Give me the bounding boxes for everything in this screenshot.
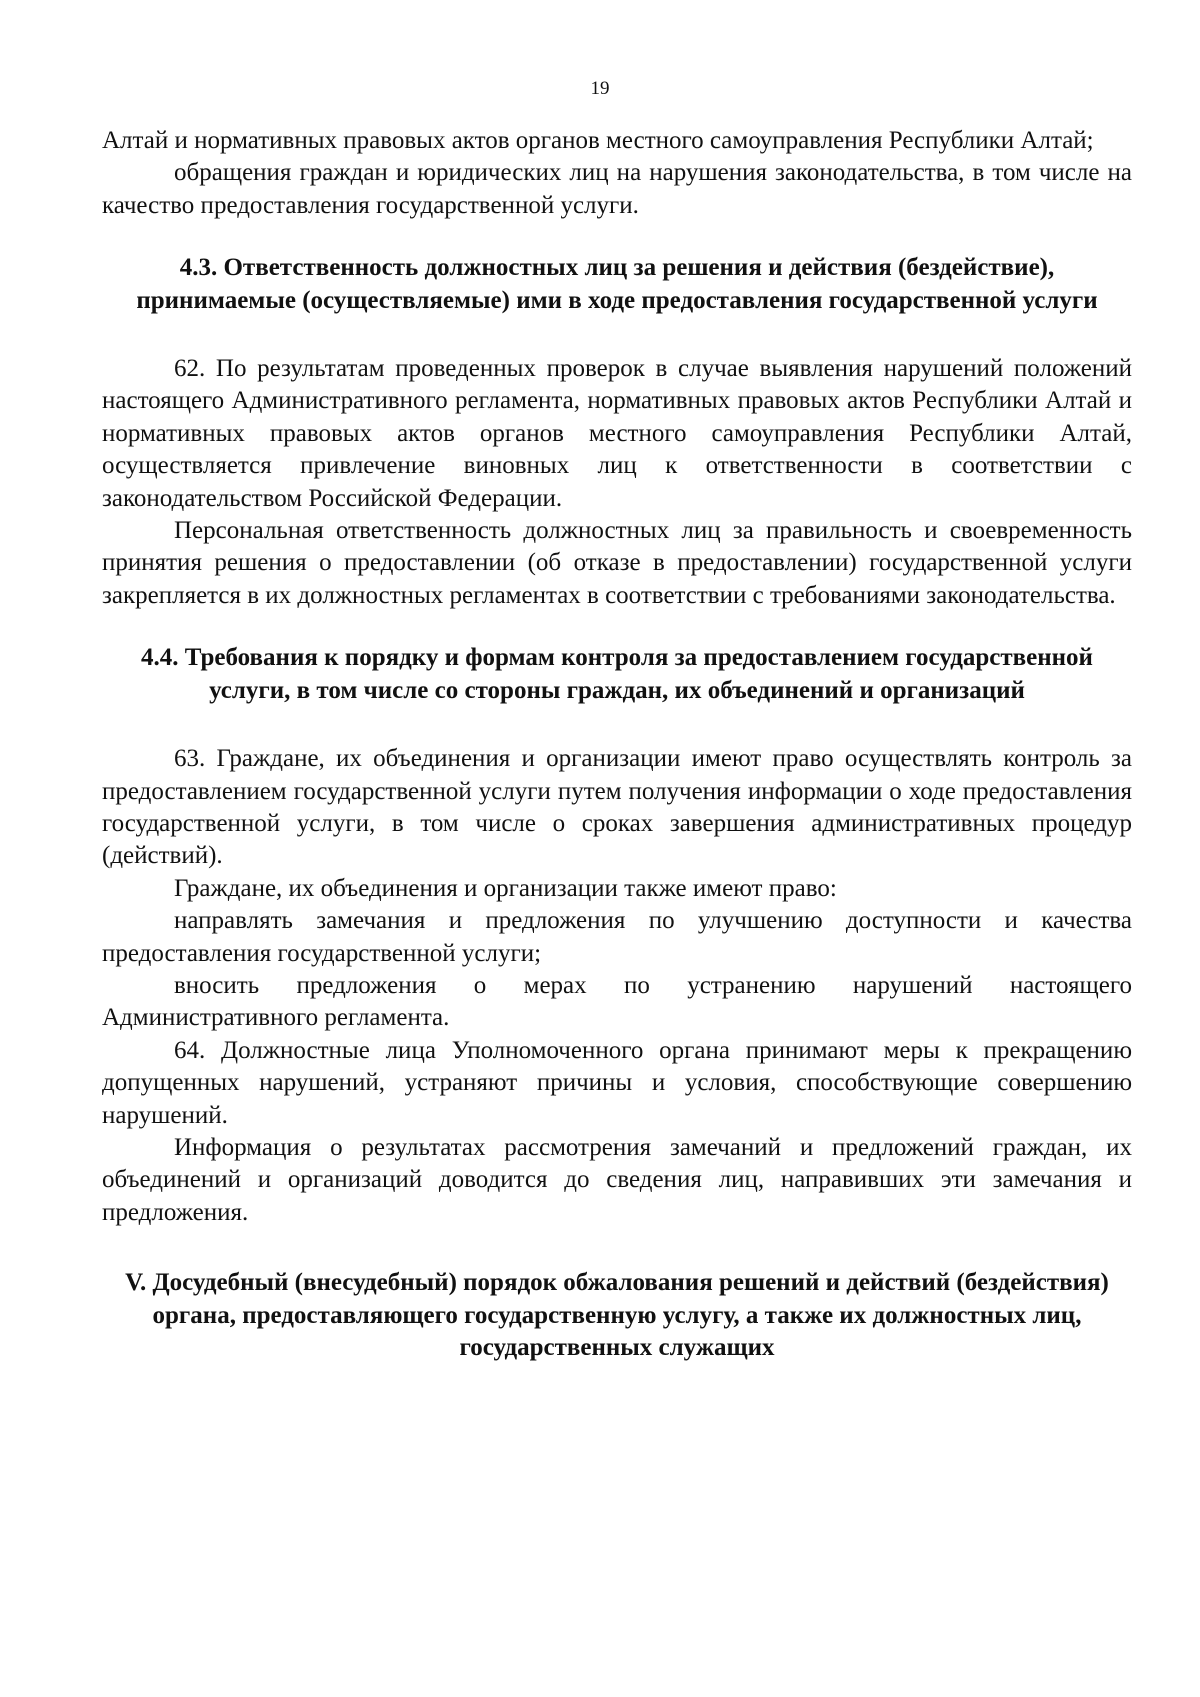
section-4-3-heading: 4.3. Ответственность должностных лиц за решения и действия (бездействие), принимаемые (осуществляемые) ими в ходе предоставления государственной услуги bbox=[136, 254, 1098, 314]
paragraph-62: 62. По результатам проведенных проверок в случае выявления нарушений положений настоящего Административного регламента, нормативных правовых актов Республики Алтай и нормативных правовых актов органов местного самоуправления Республики Алтай, осуществляется привлечение виновных лиц к ответственности в соответствии с законодательством Российской Федерации. bbox=[102, 355, 1132, 512]
appeals-paragraph: обращения граждан и юридических лиц на нарушения законодательства, в том числе на качество предоставления государственной услуги. bbox=[102, 159, 1132, 219]
paragraph-63: 63. Граждане, их объединения и организации имеют право осуществлять контроль за предоставлением государственной услуги путем получения информации о ходе предоставления государственной услуги, в том числе о сроках завершения административных процедур (действий). bbox=[102, 745, 1132, 870]
make-proposals-paragraph: вносить предложения о мерах по устранению нарушений настоящего Административного регламента. bbox=[102, 971, 1132, 1032]
personal-responsibility-paragraph: Персональная ответственность должностных лиц за правильность и своевременность принятия решения о предоставлении (об отказе в предоставлении) государственной услуги закрепляется в их должностных регламентах в соответствии с требованиями законодательства. bbox=[102, 517, 1132, 609]
send-remarks-paragraph: направлять замечания и предложения по улучшению доступности и качества предоставления государственной услуги; bbox=[102, 907, 1132, 967]
section-4-4-heading: 4.4. Требования к порядку и формам контроля за предоставлением государственной услуги, в том числе со стороны граждан, их объединений и организаций bbox=[141, 644, 1093, 704]
review-results-paragraph: Информация о результатах рассмотрения замечаний и предложений граждан, их объединений и организаций доводится до сведения лиц, направивших эти замечания и предложения. bbox=[102, 1133, 1132, 1226]
paragraph-64: 64. Должностные лица Уполномоченного органа принимают меры к прекращению допущенных нарушений, устраняют причины и условия, способствующие совершению нарушений. bbox=[102, 1036, 1132, 1129]
continuation-paragraph: Алтай и нормативных правовых актов органов местного самоуправления Республики Алтай; bbox=[102, 127, 1094, 154]
citizens-rights-paragraph: Граждане, их объединения и организации также имеют право: bbox=[174, 874, 837, 902]
document-body bbox=[102, 125, 1132, 1364]
section-5-heading: V. Досудебный (внесудебный) порядок обжалования решений и действий (бездействия) органа, предоставляющего государственную услугу, а также их должностных лиц, государственных служащих bbox=[125, 1269, 1109, 1361]
page-number: 19 bbox=[590, 78, 610, 99]
